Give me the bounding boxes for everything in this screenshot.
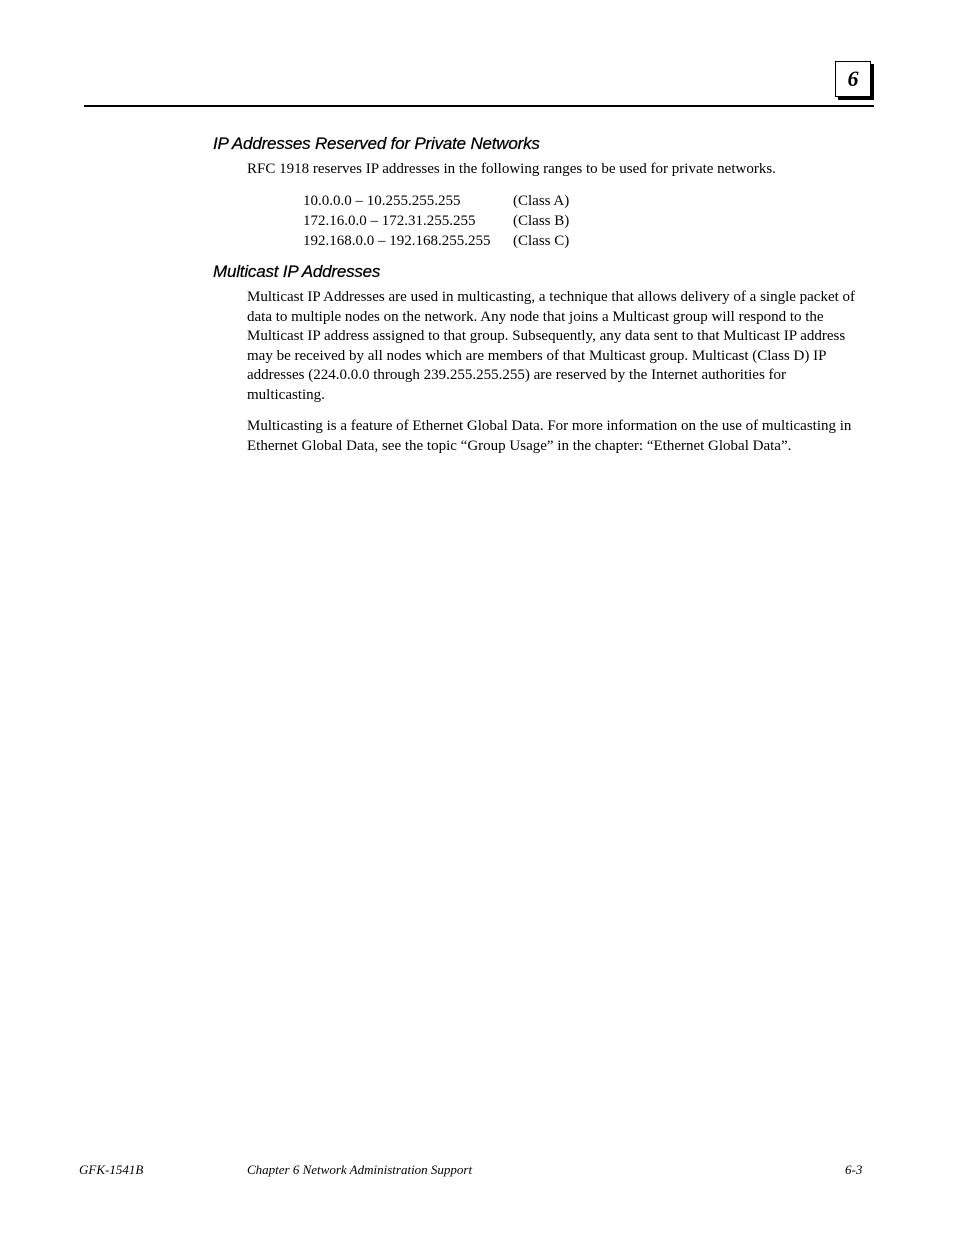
private-ranges-table — [303, 191, 569, 251]
header-rule — [84, 105, 874, 107]
range-row — [303, 211, 569, 231]
range-row — [303, 231, 569, 251]
section-heading-multicast: Multicast IP Addresses — [213, 262, 381, 281]
range-row — [303, 191, 569, 211]
range-class: (Class A) — [513, 193, 570, 209]
private-networks-intro: RFC 1918 reserves IP addresses in the following ranges to be used for private networks. — [247, 161, 776, 177]
footer-chapter-title: Chapter 6 Network Administration Support — [247, 1162, 473, 1177]
range-class: (Class B) — [513, 213, 570, 229]
multicast-paragraph-1: Multicast IP Addresses are used in multicasting, a technique that allows delivery of a single packet of data to multiple nodes on the network. Any node that joins a Multicast group will respond to the Multicast IP address assigned to that group. Subsequently, any data sent to that Multicast IP address may be received by all nodes which are members of that Multicast group. Multicast (Class D) IP addresses (224.0.0.0 through 239.255.255.255) are reserved by the Internet authorities for multicasting. — [247, 289, 856, 403]
chapter-number-tab: 6 — [835, 61, 871, 97]
range-value: 10.0.0.0 – 10.255.255.255 — [303, 193, 461, 209]
section-heading-private-networks: IP Addresses Reserved for Private Networks — [213, 134, 540, 153]
range-class: (Class C) — [513, 233, 570, 249]
multicast-paragraph-2: Multicasting is a feature of Ethernet Global Data. For more information on the use of multicasting in Ethernet Global Data, see the topic “Group Usage” in the chapter: “Ethernet Global Data”. — [247, 418, 852, 454]
footer-page-number: 6-3 — [845, 1162, 863, 1177]
range-value: 172.16.0.0 – 172.31.255.255 — [303, 213, 476, 229]
range-value: 192.168.0.0 – 192.168.255.255 — [303, 233, 491, 249]
footer-doc-id: GFK-1541B — [79, 1162, 144, 1177]
